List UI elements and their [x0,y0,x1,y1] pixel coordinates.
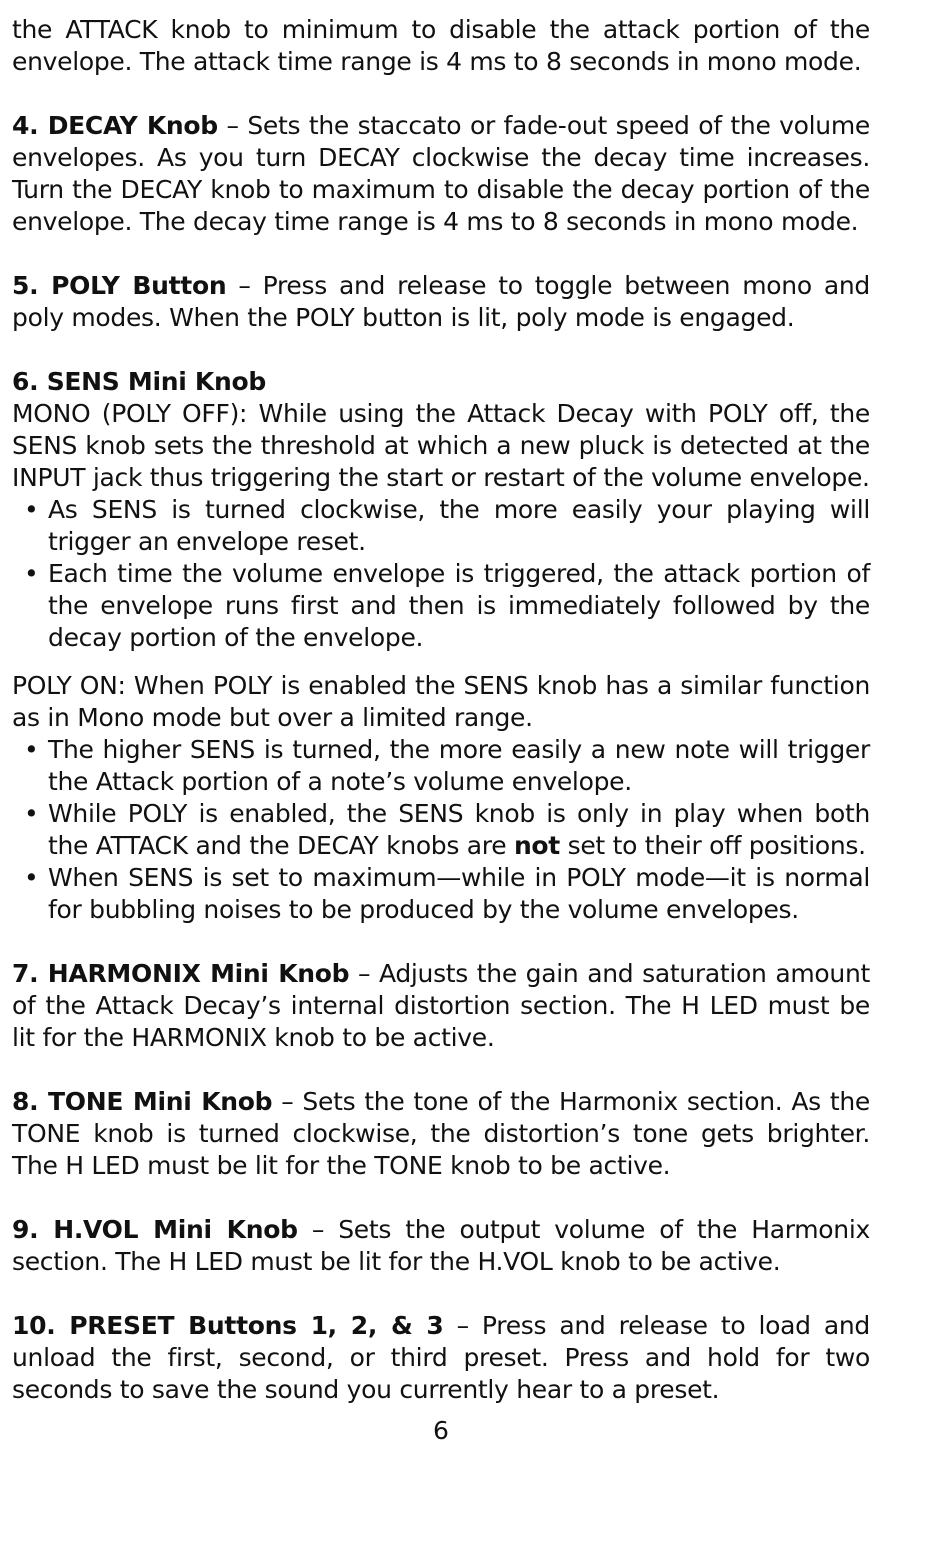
decay-knob-heading: 4. DECAY Knob [12,111,218,140]
manual-page [12,14,870,1406]
poly-button-heading: 5. POLY Button [12,271,227,300]
list-item-text: While POLY is enabled, the SENS knob is only in play when both the ATTACK and the DECAY knobs are [48,799,870,860]
emphasis-not: not [513,831,560,860]
bullet-icon: • [24,559,39,588]
harmonix-knob-section [12,958,870,1054]
hvol-knob-description: – Sets the output volume of the Harmonix section. The H LED must be lit for the H.VOL knob to be active. [12,1215,870,1276]
preset-buttons-heading: 10. PRESET Buttons 1, 2, & 3 [12,1311,444,1340]
hvol-knob-section [12,1214,870,1278]
preset-buttons-section [12,1310,870,1406]
sens-knob-heading: 6. SENS Mini Knob [12,367,266,396]
sens-mono-paragraph: MONO (POLY OFF): While using the Attack Decay with POLY off, the SENS knob sets the threshold at which a new pluck is detected at the INPUT jack thus triggering the start or restart of the volume envelope. [12,399,870,492]
decay-knob-description: – Sets the staccato or fade-out speed of the volume envelopes. As you turn DECAY clockwise the decay time increases. Turn the DECAY knob to maximum to disable the decay portion of the envelope. The decay time range is 4 ms to 8 seconds in mono mode. [12,111,870,236]
attack-continuation-paragraph: the ATTACK knob to minimum to disable the attack portion of the envelope. The attack time range is 4 ms to 8 seconds in mono mode. [12,15,870,76]
spacer [12,238,870,270]
poly-button-section [12,270,870,334]
bullet-icon: • [24,495,39,524]
spacer [12,1278,870,1310]
list-item [12,862,870,926]
bullet-icon: • [24,799,39,828]
spacer [12,1054,870,1086]
sens-poly-paragraph: POLY ON: When POLY is enabled the SENS knob has a similar function as in Mono mode but over a limited range. [12,671,870,732]
list-item-text-continued: set to their off positions. [559,831,866,860]
bullet-icon: • [24,735,39,764]
list-item-text: Each time the volume envelope is triggered, the attack portion of the envelope runs first and then is immediately followed by the decay portion of the envelope. [48,559,870,652]
tone-knob-heading: 8. TONE Mini Knob [12,1087,273,1116]
spacer [12,78,870,110]
harmonix-knob-description: – Adjusts the gain and saturation amount of the Attack Decay’s internal distortion section. The H LED must be lit for the HARMONIX knob to be active. [12,959,870,1052]
bullet-icon: • [24,863,39,892]
list-item [12,798,870,862]
harmonix-knob-heading: 7. HARMONIX Mini Knob [12,959,350,988]
spacer [12,926,870,958]
decay-knob-section [12,110,870,238]
list-item [12,734,870,798]
list-item [12,558,870,654]
list-item-text: The higher SENS is turned, the more easily a new note will trigger the Attack portion of a note’s volume envelope. [48,735,870,796]
list-item-text: When SENS is set to maximum—while in POLY mode—it is normal for bubbling noises to be produced by the volume envelopes. [48,863,870,924]
sens-mono-bullet-list [12,494,870,654]
hvol-knob-heading: 9. H.VOL Mini Knob [12,1215,298,1244]
spacer [12,654,870,670]
preset-buttons-description: – Press and release to load and unload the first, second, or third preset. Press and hold for two seconds to save the sound you currently hear to a preset. [12,1311,870,1404]
sens-knob-heading-line [12,366,870,398]
list-item [12,494,870,558]
page-number: 6 [433,1416,449,1445]
tone-knob-description: – Sets the tone of the Harmonix section. As the TONE knob is turned clockwise, the distortion’s tone gets brighter. The H LED must be lit for the TONE knob to be active. [12,1087,871,1180]
list-item-text: As SENS is turned clockwise, the more easily your playing will trigger an envelope reset. [48,495,870,556]
tone-knob-section [12,1086,870,1182]
spacer [12,334,870,366]
poly-button-description: – Press and release to toggle between mono and poly modes. When the POLY button is lit, poly mode is engaged. [12,271,870,332]
sens-poly-bullet-list [12,734,870,926]
spacer [12,1182,870,1214]
